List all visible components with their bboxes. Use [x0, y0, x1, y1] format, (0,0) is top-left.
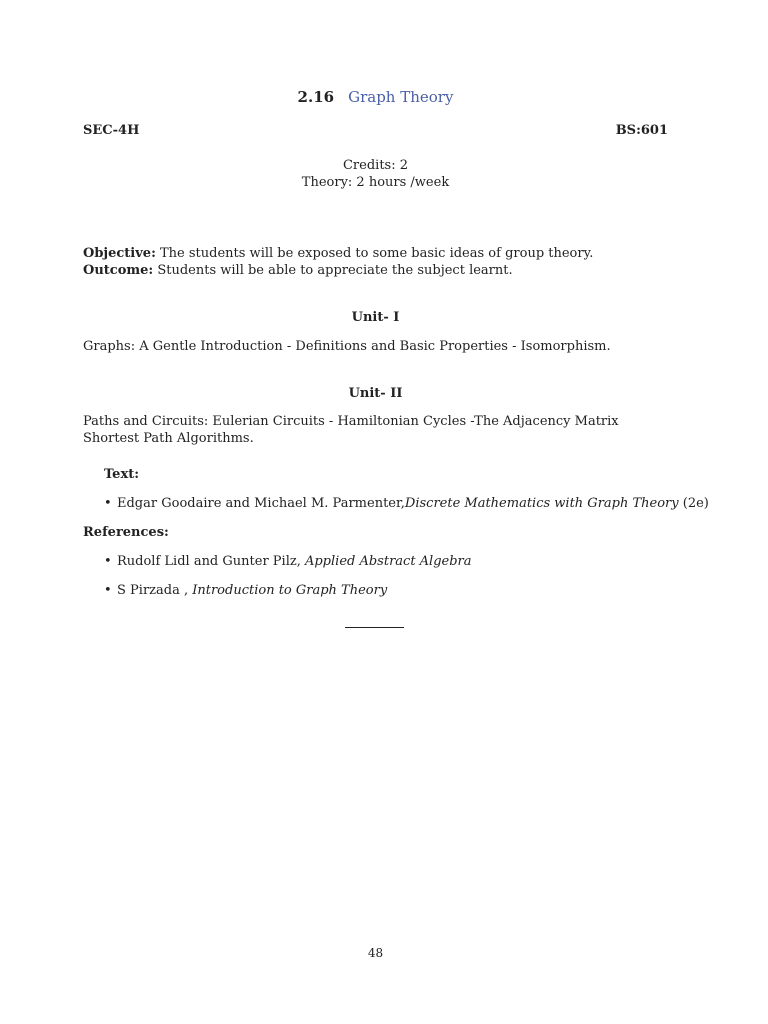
bullet-icon: •	[104, 554, 112, 569]
reference-author: Rudolf Lidl and Gunter Pilz,	[117, 554, 305, 569]
outcome-label: Outcome:	[83, 263, 154, 278]
section-number: 2.16	[297, 88, 335, 106]
unit-2-heading: Unit- II	[348, 386, 403, 401]
objective-line	[83, 245, 668, 262]
text-title: Discrete Mathematics with Graph Theory	[404, 496, 679, 511]
list-item	[104, 582, 664, 599]
objectives-block	[83, 245, 668, 279]
list-item	[104, 553, 664, 570]
text-author: Edgar Goodaire and Michael M. Parmenter,	[117, 496, 405, 511]
bullet-icon: •	[104, 496, 112, 511]
unit-2-text: Paths and Circuits: Eulerian Circuits - Hamiltonian Cycles -The Adjacency Matrix Shortest Path Algorithms.	[83, 414, 619, 446]
page-number: 48	[367, 946, 384, 960]
unit-1-heading: Unit- I	[351, 310, 400, 325]
references-heading: References:	[83, 525, 169, 540]
bullet-icon: •	[104, 583, 112, 598]
credits-line: Credits: 2	[342, 158, 408, 173]
document-page	[83, 0, 709, 1024]
outcome-line	[83, 262, 668, 279]
text-list	[104, 495, 709, 512]
course-code-right: BS:601	[615, 123, 668, 138]
objective-text: The students will be exposed to some basic ideas of group theory.	[155, 246, 594, 261]
course-code-row	[83, 122, 668, 139]
text-heading: Text:	[104, 467, 140, 482]
unit-1-text: Graphs: A Gentle Introduction - Definitions and Basic Properties - Isomorphism.	[83, 339, 611, 354]
section-end-rule	[345, 627, 404, 628]
list-item	[104, 495, 709, 512]
section-title	[83, 87, 668, 107]
credits-block	[83, 157, 668, 191]
outcome-text: Students will be able to appreciate the subject learnt.	[153, 263, 513, 278]
section-name: Graph Theory	[348, 88, 454, 106]
references-list	[104, 553, 664, 599]
reference-author: S Pirzada ,	[117, 583, 193, 598]
text-edition: (2e)	[678, 496, 709, 511]
reference-title: Introduction to Graph Theory	[192, 583, 388, 598]
objective-label: Objective:	[83, 246, 156, 261]
theory-hours-line: Theory: 2 hours /week	[301, 175, 450, 190]
course-code-left: SEC-4H	[83, 123, 140, 138]
reference-title: Applied Abstract Algebra	[304, 554, 472, 569]
